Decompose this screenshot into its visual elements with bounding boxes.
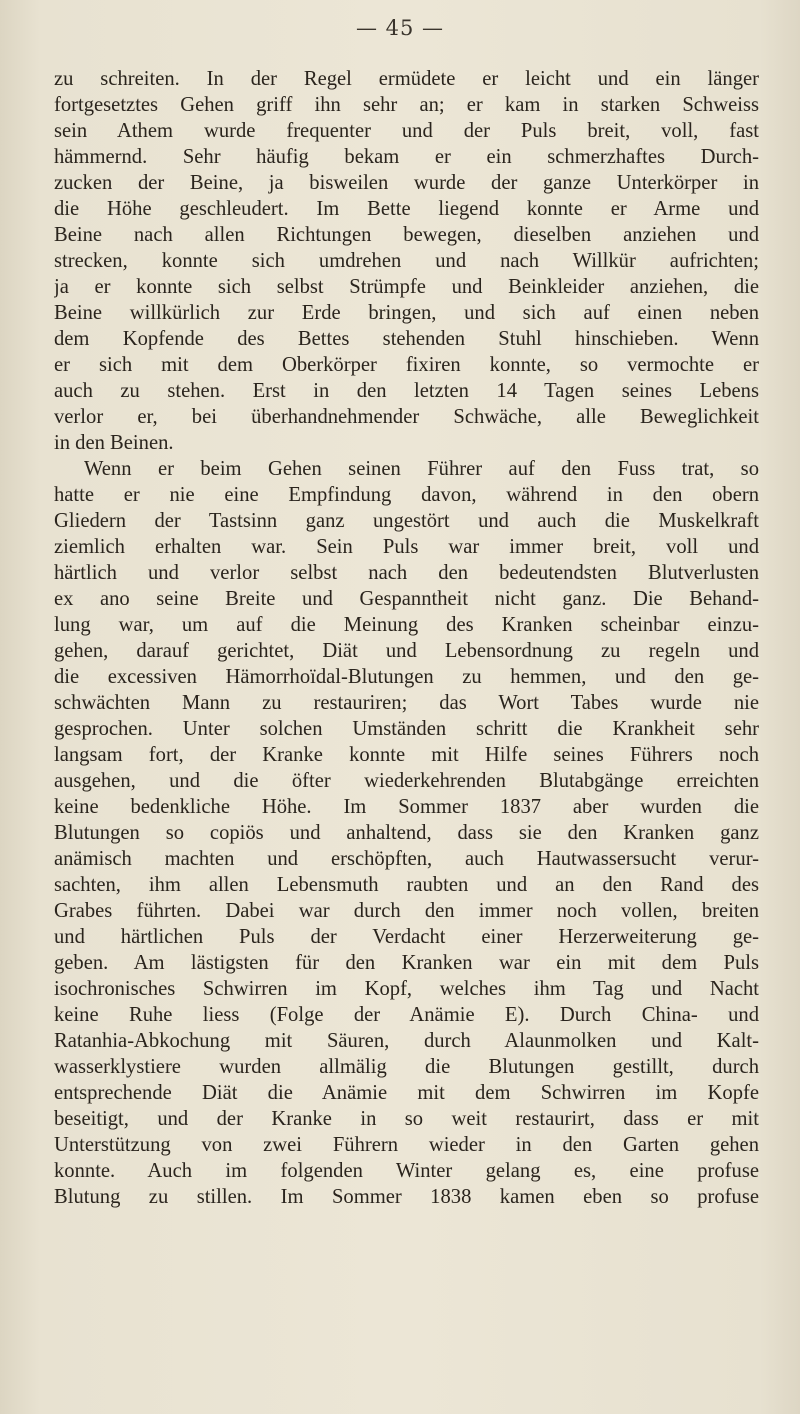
text-line: keine Ruhe liess (Folge der Anämie E). Durch China- und [54,1004,759,1026]
text-line: zu schreiten. In der Regel ermüdete er leicht und ein länger [54,68,759,90]
text-line: Beine nach allen Richtungen bewegen, dieselben anziehen und [54,224,759,246]
text-line: strecken, konnte sich umdrehen und nach Willkür aufrichten; [54,250,759,272]
text-line: hämmernd. Sehr häufig bekam er ein schmerzhaftes Durch- [54,146,759,168]
text-line: in den Beinen. [54,432,174,454]
text-line: Wenn er beim Gehen seinen Führer auf den Fuss trat, so [84,458,759,480]
body-text [54,66,759,1210]
text-line: die Höhe geschleudert. Im Bette liegend konnte er Arme und [54,198,759,220]
text-line: die excessiven Hämorrhoïdal-Blutungen zu hemmen, und den ge- [54,666,759,688]
text-line: Blutungen so copiös und anhaltend, dass sie den Kranken ganz [54,822,759,844]
text-line: schwächten Mann zu restauriren; das Wort Tabes wurde nie [54,692,759,714]
text-line: zucken der Beine, ja bisweilen wurde der ganze Unterkörper in [54,172,759,194]
text-line: Beine willkürlich zur Erde bringen, und sich auf einen neben [54,302,759,324]
text-line: langsam fort, der Kranke konnte mit Hilfe seines Führers noch [54,744,759,766]
text-line: ja er konnte sich selbst Strümpfe und Beinkleider anziehen, die [54,276,759,298]
text-line: sachten, ihm allen Lebensmuth raubten und an den Rand des [54,874,759,896]
text-line: ausgehen, und die öfter wiederkehrenden Blutabgänge erreichten [54,770,759,792]
text-line: Unterstützung von zwei Führern wieder in den Garten gehen [54,1134,759,1156]
text-line: beseitigt, und der Kranke in so weit restaurirt, dass er mit [54,1108,759,1130]
text-line: ex ano seine Breite und Gespanntheit nicht ganz. Die Behand- [54,588,759,610]
text-line: Ratanhia-Abkochung mit Säuren, durch Alaunmolken und Kalt- [54,1030,759,1052]
text-line: anämisch machten und erschöpften, auch Hautwassersucht verur- [54,848,759,870]
text-line: fortgesetztes Gehen griff ihn sehr an; er kam in starken Schweiss [54,94,759,116]
page-number: — 45 — [355,16,445,40]
text-line: härtlich und verlor selbst nach den bedeutendsten Blutverlusten [54,562,759,584]
text-line: auch zu stehen. Erst in den letzten 14 Tagen seines Lebens [54,380,759,402]
text-line: geben. Am lästigsten für den Kranken war ein mit dem Puls [54,952,759,974]
text-line: gehen, darauf gerichtet, Diät und Lebensordnung zu regeln und [54,640,759,662]
text-line: Gliedern der Tastsinn ganz ungestört und auch die Muskelkraft [54,510,759,532]
text-line: verlor er, bei überhandnehmender Schwäche, alle Beweglichkeit [54,406,759,428]
text-line: wasserklystiere wurden allmälig die Blutungen gestillt, durch [54,1056,759,1078]
text-line: sein Athem wurde frequenter und der Puls breit, voll, fast [54,120,759,142]
text-line: er sich mit dem Oberkörper fixiren konnte, so vermochte er [54,354,759,376]
text-line: gesprochen. Unter solchen Umständen schritt die Krankheit sehr [54,718,759,740]
text-line: isochronisches Schwirren im Kopf, welches ihm Tag und Nacht [54,978,759,1000]
text-line: dem Kopfende des Bettes stehenden Stuhl hinschieben. Wenn [54,328,759,350]
text-line: ziemlich erhalten war. Sein Puls war immer breit, voll und [54,536,759,558]
text-line: entsprechende Diät die Anämie mit dem Schwirren im Kopfe [54,1082,759,1104]
text-line: keine bedenkliche Höhe. Im Sommer 1837 aber wurden die [54,796,759,818]
text-line: hatte er nie eine Empfindung davon, während in den obern [54,484,759,506]
text-line: Grabes führten. Dabei war durch den immer noch vollen, breiten [54,900,759,922]
text-line: konnte. Auch im folgenden Winter gelang es, eine profuse [54,1160,759,1182]
text-line: lung war, um auf die Meinung des Kranken scheinbar einzu- [54,614,759,636]
text-line: Blutung zu stillen. Im Sommer 1838 kamen eben so profuse [54,1186,759,1208]
text-line: und härtlichen Puls der Verdacht einer Herzerweiterung ge- [54,926,759,948]
